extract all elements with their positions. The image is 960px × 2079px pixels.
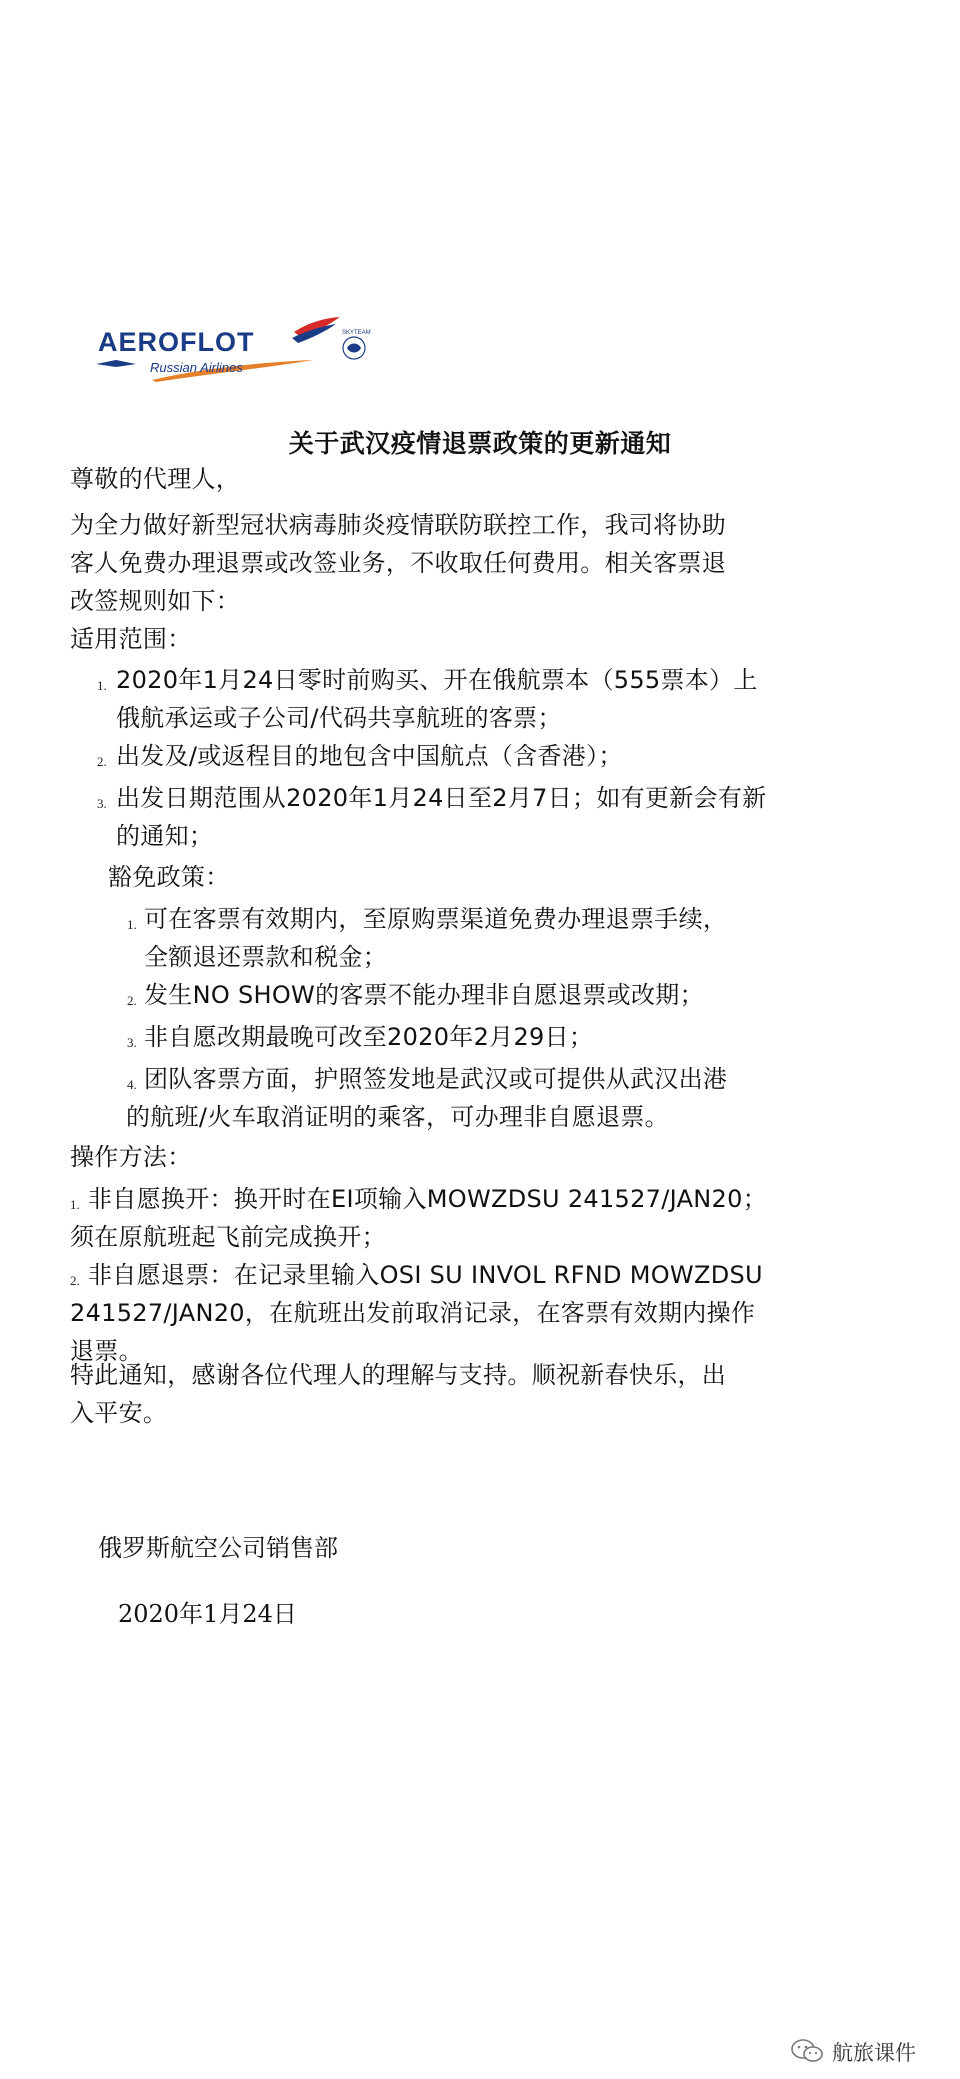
page-title: 关于武汉疫情退票政策的更新通知 <box>288 429 672 458</box>
list-item-line: 241527/JAN20，在航班出发前取消记录，在客票有效期内操作 <box>70 1299 756 1327</box>
aeroflot-logo <box>94 312 374 384</box>
logo-brand-text: AEROFLOT <box>98 327 255 357</box>
list-item-line: 退票。 <box>70 1337 143 1365</box>
list-item-line: 须在原航班起飞前完成换开； <box>70 1223 386 1251</box>
list-number: 2. <box>127 993 137 1008</box>
scope-heading: 适用范围： <box>70 625 192 653</box>
list-item-line: 非自愿退票：在记录里输入OSI SU INVOL RFND MOWZDSU <box>88 1261 763 1289</box>
intro-line: 为全力做好新型冠状病毒肺炎疫情联防联控工作，我司将协助 <box>70 511 727 539</box>
skyteam-badge: SKYTEAM <box>342 330 371 336</box>
scope-item-1 <box>116 661 758 737</box>
list-number: 3. <box>127 1035 137 1050</box>
list-item-line: 2020年1月24日零时前购买、开在俄航票本（555票本）上 <box>116 666 758 694</box>
list-number: 3. <box>97 796 107 811</box>
intro-line: 客人免费办理退票或改签业务，不收取任何费用。相关客票退 <box>70 549 727 577</box>
list-number: 2. <box>70 1273 80 1288</box>
list-item-line: 出发及/或返程目的地包含中国航点（含香港）； <box>116 742 623 770</box>
waiver-item-4 <box>126 1060 727 1136</box>
list-number: 1. <box>97 678 107 693</box>
scope-item-3 <box>116 779 766 855</box>
wechat-icon <box>790 2038 824 2064</box>
list-item-line: 团队客票方面，护照签发地是武汉或可提供从武汉出港 <box>144 1065 728 1093</box>
list-item-line: 俄航承运或子公司/代码共享航班的客票； <box>116 704 562 732</box>
list-number: 1. <box>127 917 137 932</box>
signature-department: 俄罗斯航空公司销售部 <box>98 1534 338 1562</box>
intro-line: 改签规则如下： <box>70 587 241 615</box>
list-number: 4. <box>127 1077 137 1092</box>
greeting: 尊敬的代理人， <box>70 465 241 493</box>
intro-paragraph <box>70 506 726 620</box>
ops-heading: 操作方法： <box>70 1143 192 1171</box>
signature-date: 2020年1月24日 <box>118 1600 297 1628</box>
logo-tagline: Russian Airlines <box>150 360 243 375</box>
waiver-heading: 豁免政策： <box>108 863 230 891</box>
waiver-item-3 <box>144 1018 593 1056</box>
list-item-line: 非自愿换开：换开时在EI项输入MOWZDSU 241527/JAN20； <box>88 1185 767 1213</box>
list-item-line: 的航班/火车取消证明的乘客，可办理非自愿退票。 <box>126 1103 669 1131</box>
closing-line: 入平安。 <box>70 1399 168 1427</box>
ops-item-1 <box>70 1180 767 1256</box>
list-item-line: 的通知； <box>116 822 214 850</box>
list-item-line: 出发日期范围从2020年1月24日至2月7日；如有更新会有新 <box>116 784 767 812</box>
closing-line: 特此通知，感谢各位代理人的理解与支持。顺祝新春快乐，出 <box>70 1361 727 1389</box>
scope-item-2 <box>116 737 623 775</box>
list-item-line: 发生NO SHOW的客票不能办理非自愿退票或改期； <box>144 981 704 1009</box>
watermark-text: 航旅课件 <box>832 2041 916 2065</box>
list-item-line: 非自愿改期最晚可改至2020年2月29日； <box>144 1023 594 1051</box>
waiver-item-2 <box>144 976 704 1014</box>
closing-paragraph <box>70 1356 726 1432</box>
list-item-line: 全额退还票款和税金； <box>144 943 387 971</box>
ops-item-2 <box>70 1256 763 1370</box>
list-number: 2. <box>97 754 107 769</box>
waiver-item-1 <box>144 900 727 976</box>
list-item-line: 可在客票有效期内，至原购票渠道免费办理退票手续， <box>144 905 728 933</box>
list-number: 1. <box>70 1197 80 1212</box>
